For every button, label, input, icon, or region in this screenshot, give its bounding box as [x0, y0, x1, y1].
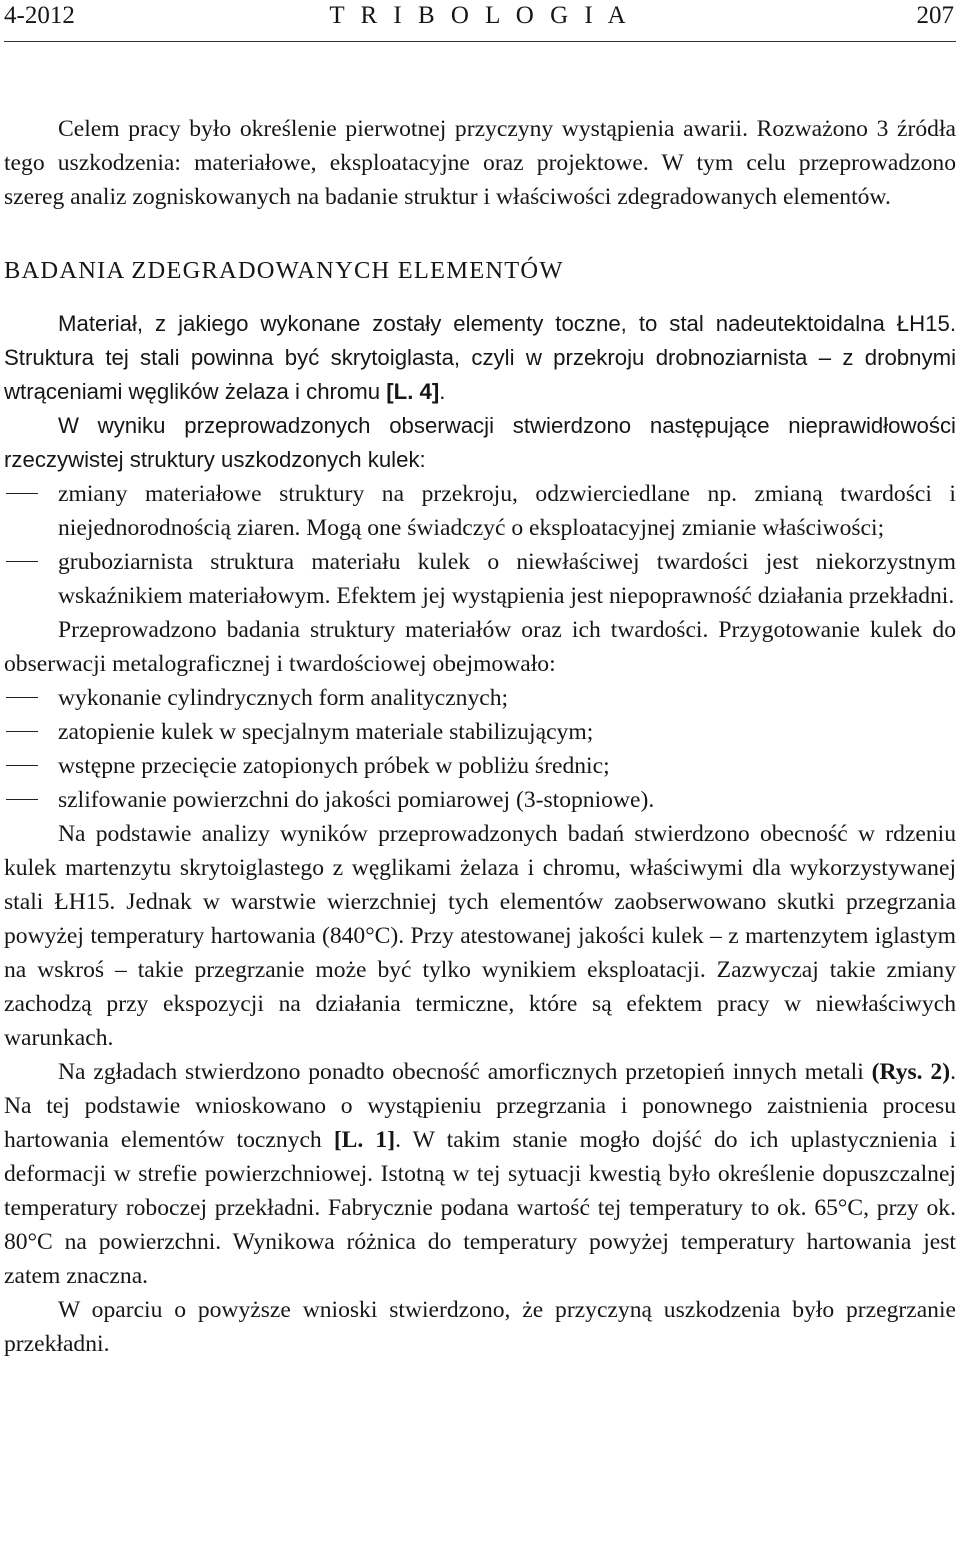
- observation-paragraph: W wyniku przeprowadzonych obserwacji stwierdzono następujące nieprawidłowości rzeczywistej struktury uszkodzonych kulek:: [4, 413, 956, 472]
- dash-bullet: [6, 731, 38, 732]
- list-item: zmiany materiałowe struktury na przekroju, odzwierciedlane np. zmianą twardości i niejednorodnością ziaren. Mogą one świadczyć o eksploatacyjnej zmianie właściwości;: [4, 477, 956, 545]
- reference-l4: [L. 4]: [386, 379, 440, 404]
- figure-reference: (Rys. 2): [871, 1059, 951, 1085]
- dash-bullet: [6, 493, 38, 494]
- page-number: 207: [916, 2, 954, 29]
- intro-paragraph: Celem pracy było określenie pierwotnej przyczyny wystąpienia awarii. Rozważono 3 źródła tego uszkodzenia: materiałowe, eksploatacyjne oraz projektowe. W tym celu przeprowadzono szereg analiz zogniskowanych na badanie struktur i właściwości zdegradowanych elementów.: [4, 116, 956, 210]
- list-item: zatopienie kulek w specjalnym materiale stabilizującym;: [4, 715, 956, 749]
- dash-bullet: [6, 697, 38, 698]
- issue-number: 4-2012: [4, 2, 75, 29]
- article-body: [4, 112, 956, 1361]
- amorphous-paragraph: Na zgładach stwierdzono ponadto obecność amorficznych przetopień innych metali (Rys. 2). Na tej podstawie wnioskowano o wystąpieniu przegrzania i ponownego zaistnienia procesu hartowania elementów tocznych [L. 1]. W takim stanie mogło dojść do ich uplastycznienia i deformacji w strefie powierzchniowej. Istotną w tej sytuacji kwestią było określenie dopuszczalnej temperatury roboczej przekładni. Fabrycznie podana wartość tej temperatury to ok. 65°C, przy ok. 80°C na powierzchni. Wynikowa różnica do temperatury powyżej temperatury hartowania jest zatem znaczna.: [4, 1059, 957, 1289]
- list-item: gruboziarnista struktura materiału kulek o niewłaściwej twardości jest niekorzystnym wskaźnikiem materiałowym. Efektem jej wystąpienia jest niepoprawność działania przekładni.: [4, 545, 956, 613]
- material-paragraph: [4, 307, 956, 409]
- dash-bullet: [6, 765, 38, 766]
- preparation-steps-list: [4, 681, 956, 817]
- reference-l1: [L. 1]: [333, 1127, 396, 1153]
- results-paragraph: Na podstawie analizy wyników przeprowadzonych badań stwierdzono obecność w rdzeniu kulek martenzytu skrytoiglastego z węglikami żelaza i chromu, właściwymi dla wykorzystywanej stali ŁH15. Jednak w warstwie wierzchniej tych elementów zaobserwowano skutki przegrzania powyżej temperatury hartowania (840°C). Przy atestowanej jakości kulek – z martenzytem iglastym na wskroś – takie przegrzanie może być tylko wynikiem eksploatacji. Zazwyczaj takie zmiany zachodzą przy ekspozycji na działania termiczne, które są efektem pracy w niewłaściwych warunkach.: [4, 821, 956, 1051]
- conclusion-paragraph: W oparciu o powyższe wnioski stwierdzono, że przyczyną uszkodzenia było przegrzanie przekładni.: [4, 1297, 956, 1357]
- dash-bullet: [6, 799, 38, 800]
- list-item: wykonanie cylindrycznych form analitycznych;: [4, 681, 956, 715]
- header-rule: [4, 41, 956, 42]
- running-header: [4, 0, 956, 44]
- dash-bullet: [6, 561, 38, 562]
- section-heading: BADANIA ZDEGRADOWANYCH ELEMENTÓW: [4, 257, 564, 284]
- material-end: .: [439, 379, 446, 404]
- journal-title: T R I B O L O G I A: [329, 2, 631, 29]
- irregularities-list: [4, 477, 956, 613]
- preparation-paragraph: Przeprowadzono badania struktury materiałów oraz ich twardości. Przygotowanie kulek do obserwacji metalograficznej i twardościowej obejmowało:: [4, 617, 956, 677]
- material-text: Materiał, z jakiego wykonane zostały elementy toczne, to stal nadeutektoidalna ŁH15. Struktura tej stali powinna być skrytoiglasta, czyli w przekroju drobnoziarnista – z drobnymi wtrąceniami węglików żelaza i chromu: [4, 311, 956, 404]
- list-item: wstępne przecięcie zatopionych próbek w pobliżu średnic;: [4, 749, 956, 783]
- sans-block: [4, 307, 956, 477]
- list-item: szlifowanie powierzchni do jakości pomiarowej (3-stopniowe).: [4, 783, 956, 817]
